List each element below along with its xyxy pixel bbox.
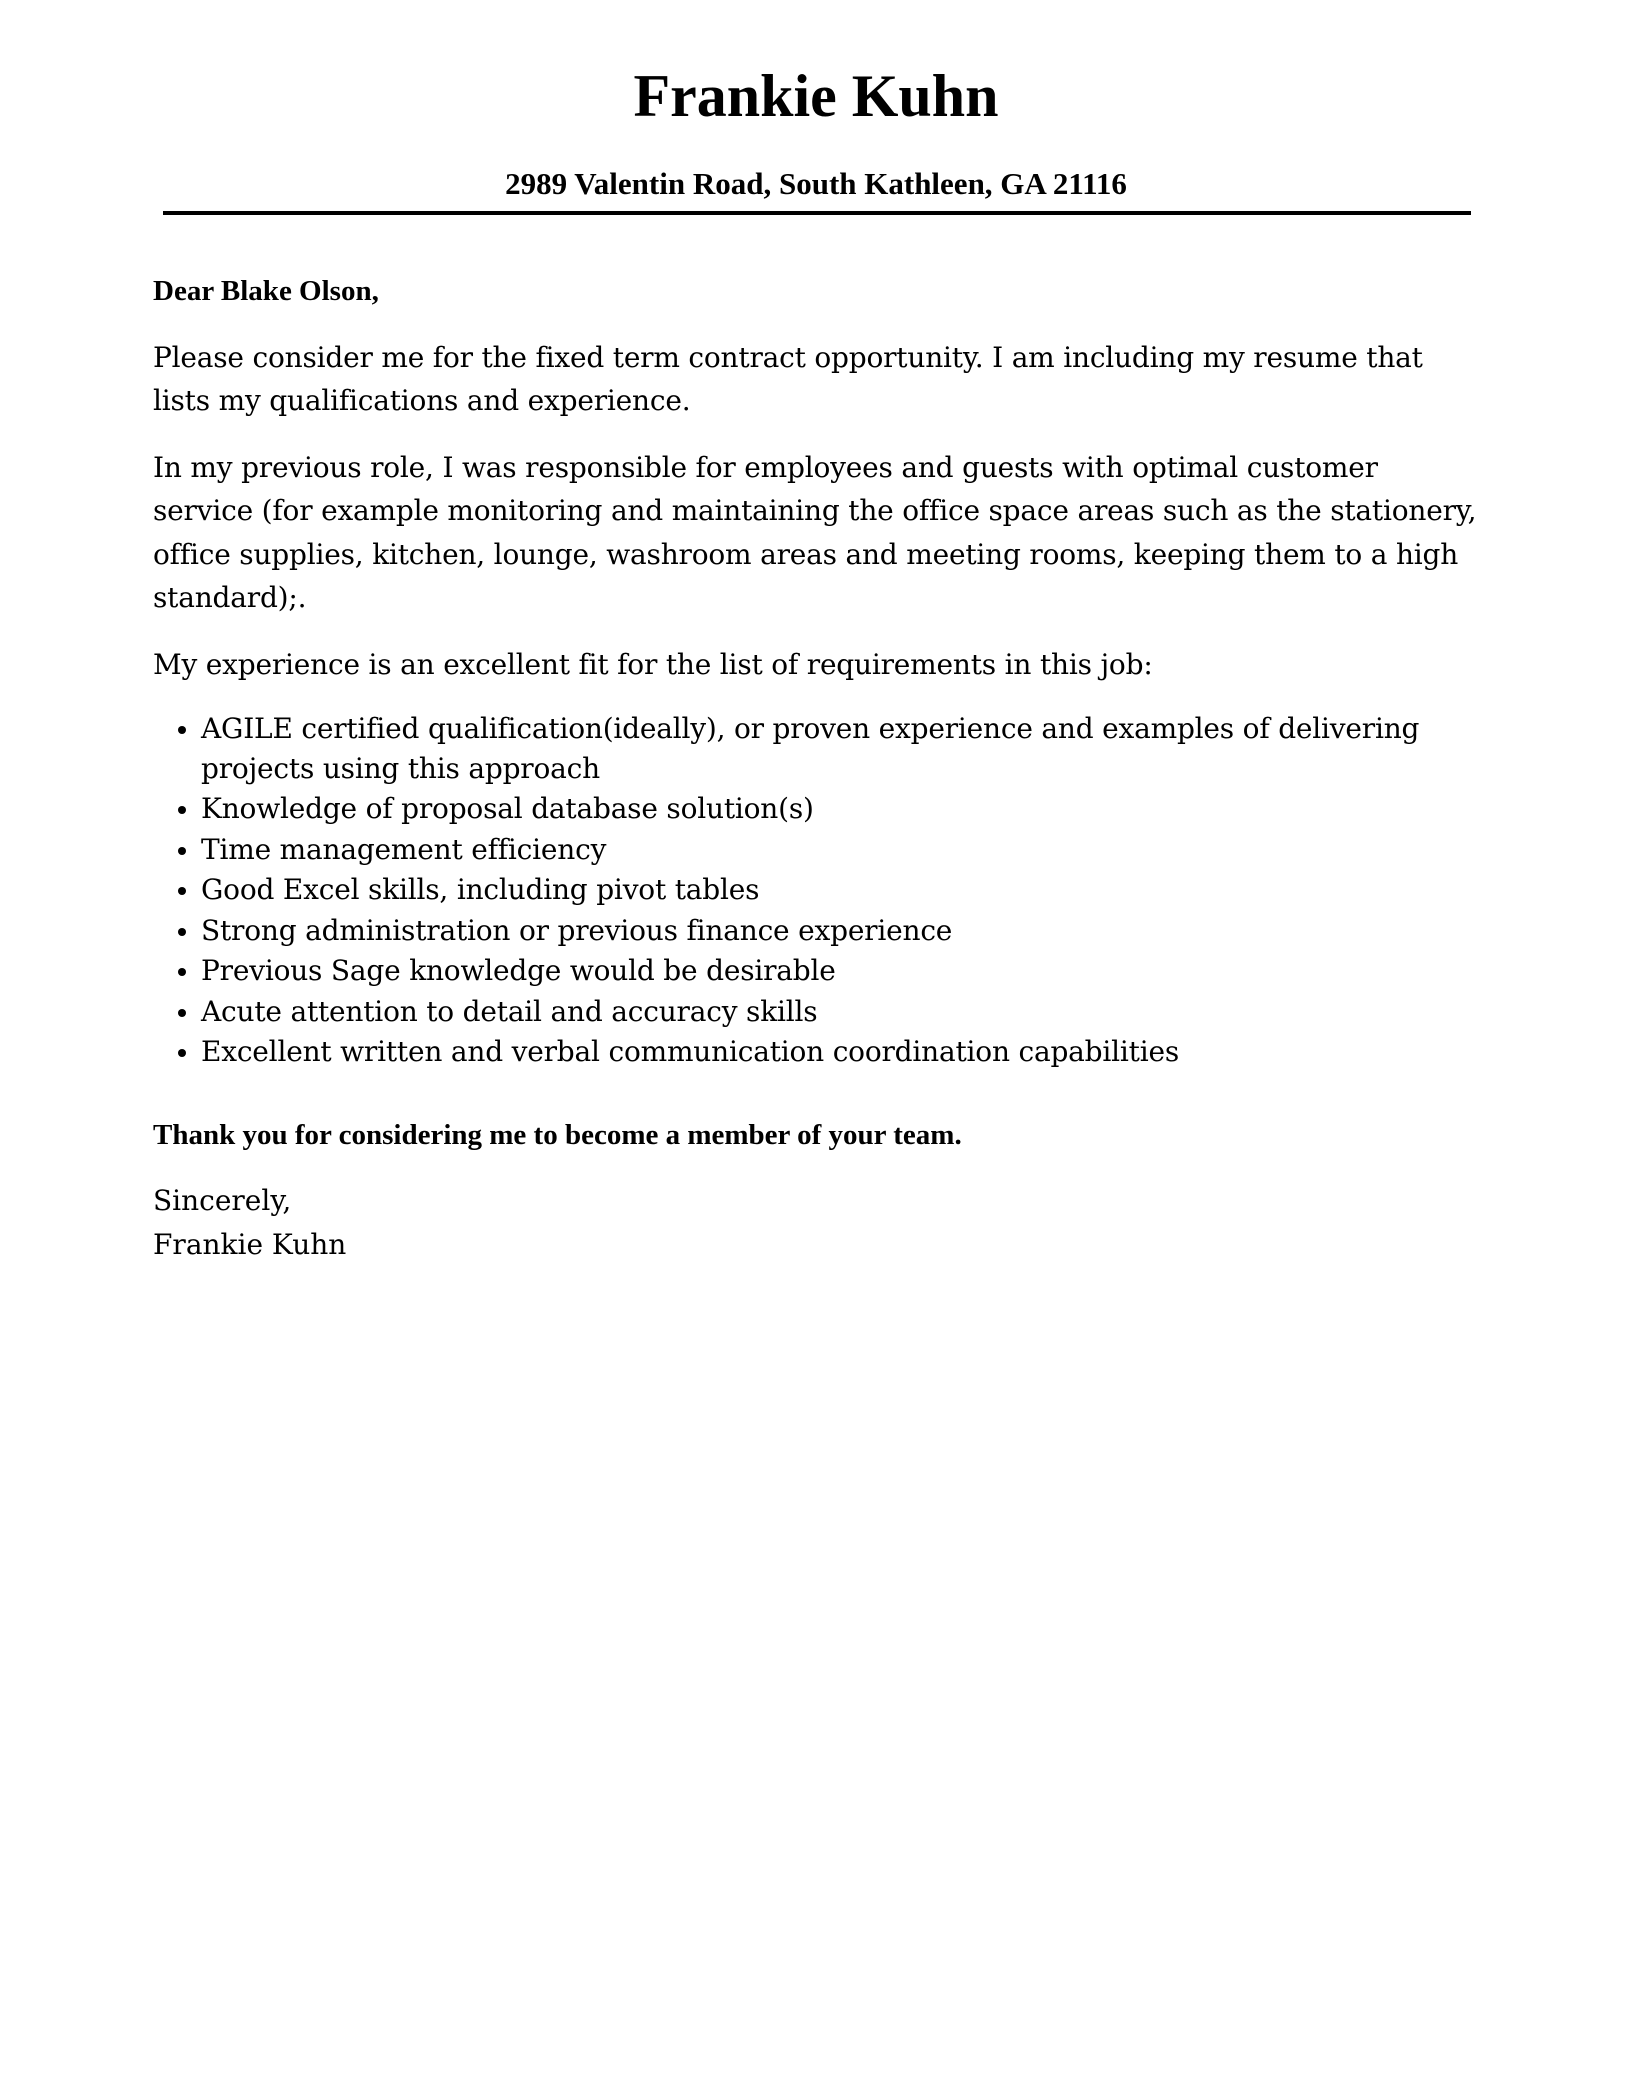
- list-item-text: Previous Sage knowledge would be desirable: [201, 954, 836, 987]
- bullet-icon: [178, 1049, 186, 1057]
- bullet-icon: [178, 726, 186, 734]
- bullet-icon: [178, 1009, 186, 1017]
- bullet-icon: [178, 928, 186, 936]
- list-item-text: Strong administration or previous finance experience: [201, 913, 953, 947]
- list-item-text: Time management efficiency: [201, 832, 607, 866]
- sender-address: 2989 Valentin Road, South Kathleen, GA 21116: [505, 166, 1127, 201]
- list-item-text: Good Excel skills, including pivot tables: [201, 873, 760, 906]
- salutation: Dear Blake Olson,: [153, 275, 379, 307]
- list-item: [153, 951, 1483, 991]
- list-item: [153, 1032, 1483, 1072]
- list-item-text: Acute attention to detail and accuracy skills: [201, 994, 818, 1028]
- bullet-icon: [178, 968, 186, 976]
- list-item-text: Knowledge of proposal database solution(s): [201, 792, 814, 825]
- list-item: [153, 789, 1483, 829]
- list-item-text: Excellent written and verbal communication coordination capabilities: [201, 1035, 1180, 1068]
- requirements-list: [153, 709, 1483, 1072]
- list-item: [153, 911, 1483, 951]
- signoff: Sincerely,: [153, 1184, 292, 1217]
- requirements-intro: My experience is an excellent fit for the list of requirements in this job:: [153, 647, 1153, 681]
- list-item: [153, 709, 1483, 788]
- list-item-text: AGILE certified qualification(ideally), or proven experience and examples of delivering projects using this approach: [201, 712, 1420, 785]
- sender-name: Frankie Kuhn: [633, 63, 999, 129]
- list-item: [153, 992, 1483, 1032]
- letter-body: [153, 270, 1483, 1266]
- experience-paragraph: In my previous role, I was responsible for employees and guests with optimal customer service (for example monitoring and maintaining the office space areas such as the stationery, office supplies, kitchen, lounge, washroom areas and meeting rooms, keeping them to a high standard);.: [153, 450, 1477, 614]
- signature-name: Frankie Kuhn: [153, 1227, 347, 1261]
- bullet-icon: [178, 806, 186, 814]
- list-item: [153, 830, 1483, 870]
- list-item: [153, 870, 1483, 910]
- bullet-icon: [178, 887, 186, 895]
- header-divider: [163, 211, 1471, 215]
- bullet-icon: [178, 847, 186, 855]
- closing-statement: Thank you for considering me to become a member of your team.: [153, 1118, 962, 1151]
- intro-paragraph: Please consider me for the fixed term contract opportunity. I am including my resume that lists my qualifications and experience.: [153, 340, 1423, 417]
